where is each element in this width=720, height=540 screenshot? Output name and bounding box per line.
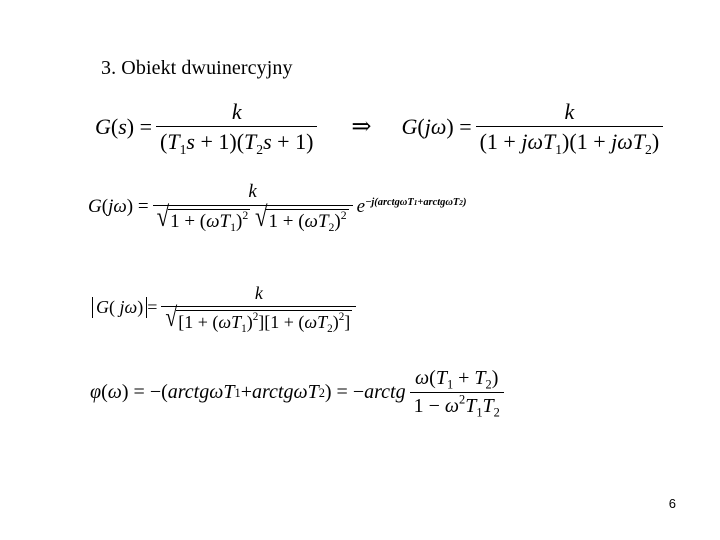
equation-phase: φ ( ω ) = −( arctgωT 1 + arctgωT 2 ) = − arctg $\frac{\omega(T_1 + T_2)}{1 - \omega^2T_1T_2}$ [90,368,508,417]
denominator: √ $1 + (\omega T_1)^2$ √ $1 + (\omega T_2)^2$ [153,205,353,232]
denominator: (1 + jωT$_1$)(1 + jωT$_2$) [476,126,664,153]
denominator: $1 - \omega^2T_1T_2$ [410,392,504,417]
section-title: 3. Obiekt dwuinercyjny [101,57,293,79]
equation-frequency-response: G ( jω ) = k √ $1 + (\omega T_1)^2$ √ $1 + (\omega T_2)^2$ $e^{-j(arctg\omega T1+arctg\omega T2)}$ [88,181,467,235]
fraction [476,99,664,157]
equation-transfer-function: G ( s ) = $\frac{k}{(T_1s + 1)(T_2s + 1)}$ ⇒ G ( jω ) = $\frac{k}{(1 + j\omega T_1)(1 + j\omega T_2)}$ [95,100,667,153]
fraction [156,99,317,157]
page-number: 6 [668,496,676,511]
numerator: k [231,99,242,124]
equation-magnitude: G( jω) = k √ $[1 + (\omega T_1)^2][1 + (\omega T_2)^2]$ [92,284,360,332]
fraction [161,283,356,335]
denominator: $(T_1s + 1)(T_2s + 1)$ [156,126,317,153]
numerator: k [248,181,257,202]
numerator: $\omega(T_1 + T_2)$ [415,367,499,392]
denominator: √ $[1 + (\omega T_1)^2][1 + (\omega T_2)^2]$ [161,306,356,332]
implies-symbol: ⇒ [351,114,372,141]
numerator: k [564,99,575,124]
numerator: k [254,283,263,303]
fraction [410,367,504,420]
exponential: $e^{-j(arctg\omega T1+arctg\omega T2)}$ [356,195,467,217]
